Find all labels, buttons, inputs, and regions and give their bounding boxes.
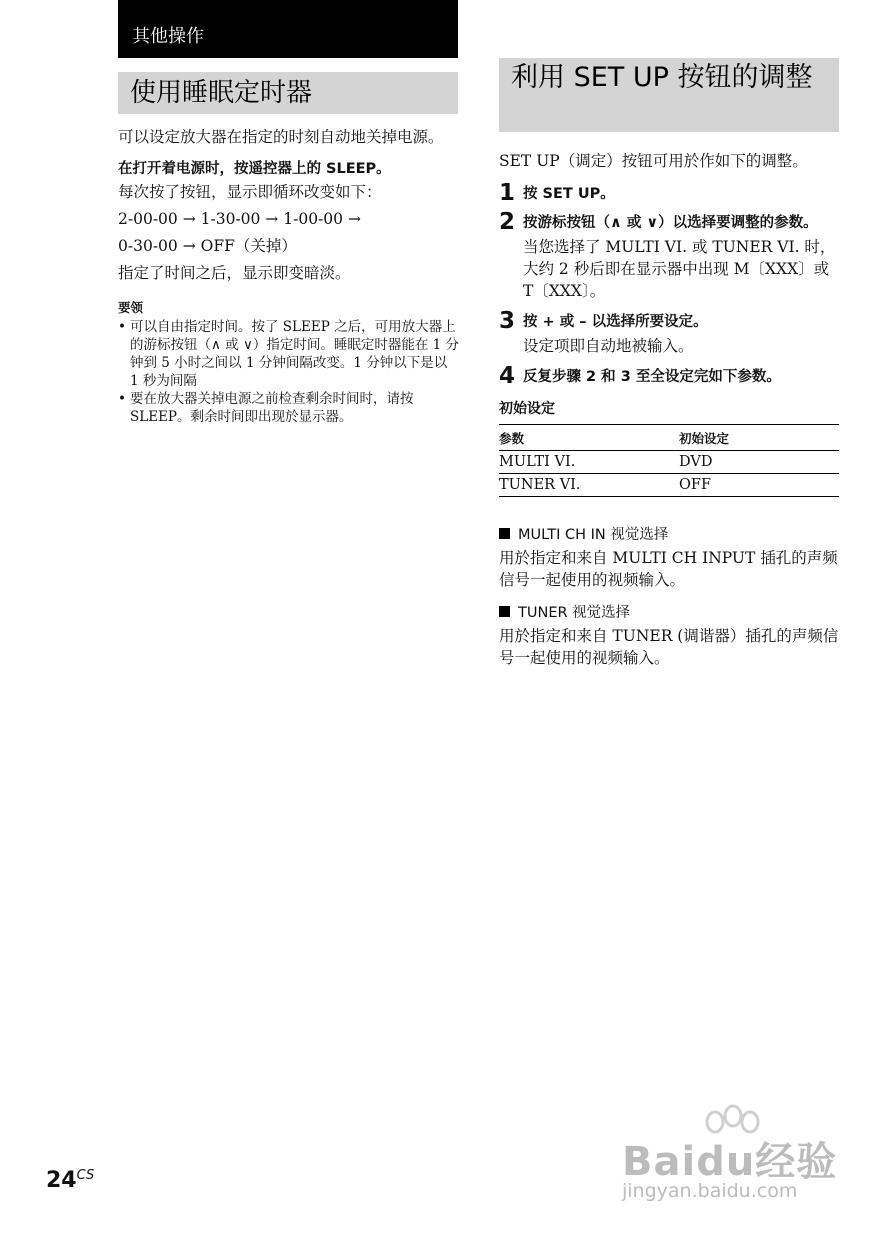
step-body: 当您选择了 MULTI VI. 或 TUNER VI. 时，大约 2 秒后即在显示器中出现 M〔XXX〕或 T〔XXX〕。 [523, 238, 836, 300]
step-body: 设定项即自动地被输入。 [523, 337, 694, 355]
tuner-section-body: 用於指定和来自 TUNER (调谐器）插孔的声频信号一起使用的视频输入。 [499, 627, 839, 667]
tuner-section-head: TUNER 视觉选择 [499, 603, 841, 623]
sleep-intro: 可以设定放大器在指定的时刻自动地关掉电源。 [118, 128, 444, 146]
right-section-title: 利用 SET UP 按钮的调整 [499, 58, 839, 132]
initial-settings-table [499, 424, 839, 497]
step-number: 3 [499, 308, 516, 334]
table-title: 初始设定 [499, 401, 555, 417]
table-header-row [499, 425, 839, 451]
step-number: 4 [499, 363, 516, 389]
step-title: 反复步骤 2 和 3 至全设定完如下参数。 [523, 369, 781, 385]
square-bullet-icon [499, 606, 510, 617]
cycle-intro: 每次按了按钮，显示即循环改变如下： [118, 183, 382, 201]
tips-head: 要领 [118, 300, 144, 315]
left-column [118, 126, 460, 426]
table-row [499, 451, 839, 474]
step-1 [499, 180, 841, 206]
tips-list [118, 318, 460, 426]
multi-ch-section-head: MULTI CH IN 视觉选择 [499, 525, 841, 545]
step-3 [499, 308, 841, 357]
after-text: 指定了时间之后，显示即变暗淡。 [118, 264, 351, 282]
cycle-line-1: 2-00-00 → 1-30-00 → 1-00-00 → [118, 210, 361, 228]
step-number: 1 [499, 180, 516, 206]
page-number: $24^{CS}$ [46, 1168, 95, 1193]
square-bullet-icon [499, 528, 510, 539]
left-section-title: 使用睡眠定时器 [118, 72, 458, 114]
column-header: 参数 [499, 425, 679, 451]
table-cell: OFF [679, 474, 839, 497]
step-title: 按 + 或 – 以选择所要设定。 [523, 314, 708, 330]
setup-intro: SET UP（调定）按钮可用於作如下的调整。 [499, 152, 808, 170]
tip-item: • 要在放大器关掉电源之前检查剩余时间时，请按 SLEEP。剩余时间即出现於显示器。 [118, 390, 460, 426]
tip-item: • 可以自由指定时间。按了 SLEEP 之后，可用放大器上的游标按钮（∧ 或 ∨）指定时间。睡眠定时器能在 1 分钟到 5 小时之间以 1 分钟间隔改变。1 分钟以下是以 1 秒为间隔 [118, 318, 460, 390]
cycle-line-2: 0-30-00 → OFF（关掉） [118, 237, 297, 255]
table-cell: MULTI VI. [499, 451, 679, 474]
table-cell: DVD [679, 451, 839, 474]
table-cell: TUNER VI. [499, 474, 679, 497]
step-title: 按游标按钮（∧ 或 ∨）以选择要调整的参数。 [523, 215, 818, 231]
watermark-brand: Baidu经验 [622, 1139, 838, 1185]
table-row [499, 474, 839, 497]
right-column [499, 150, 841, 669]
step-2 [499, 209, 841, 302]
sleep-instruction-head: 在打开着电源时，按遥控器上的 SLEEP。 [118, 161, 391, 177]
column-header: 初始设定 [679, 425, 839, 451]
step-4 [499, 363, 841, 389]
multi-ch-section-body: 用於指定和来自 MULTI CH INPUT 插孔的声频信号一起使用的视频输入。 [499, 549, 838, 589]
baidu-watermark [600, 1100, 840, 1210]
step-number: 2 [499, 209, 516, 235]
watermark-url: jingyan.baidu.com [622, 1180, 798, 1202]
step-title: 按 SET UP。 [523, 186, 615, 202]
section-tab: 其他操作 [118, 0, 458, 58]
